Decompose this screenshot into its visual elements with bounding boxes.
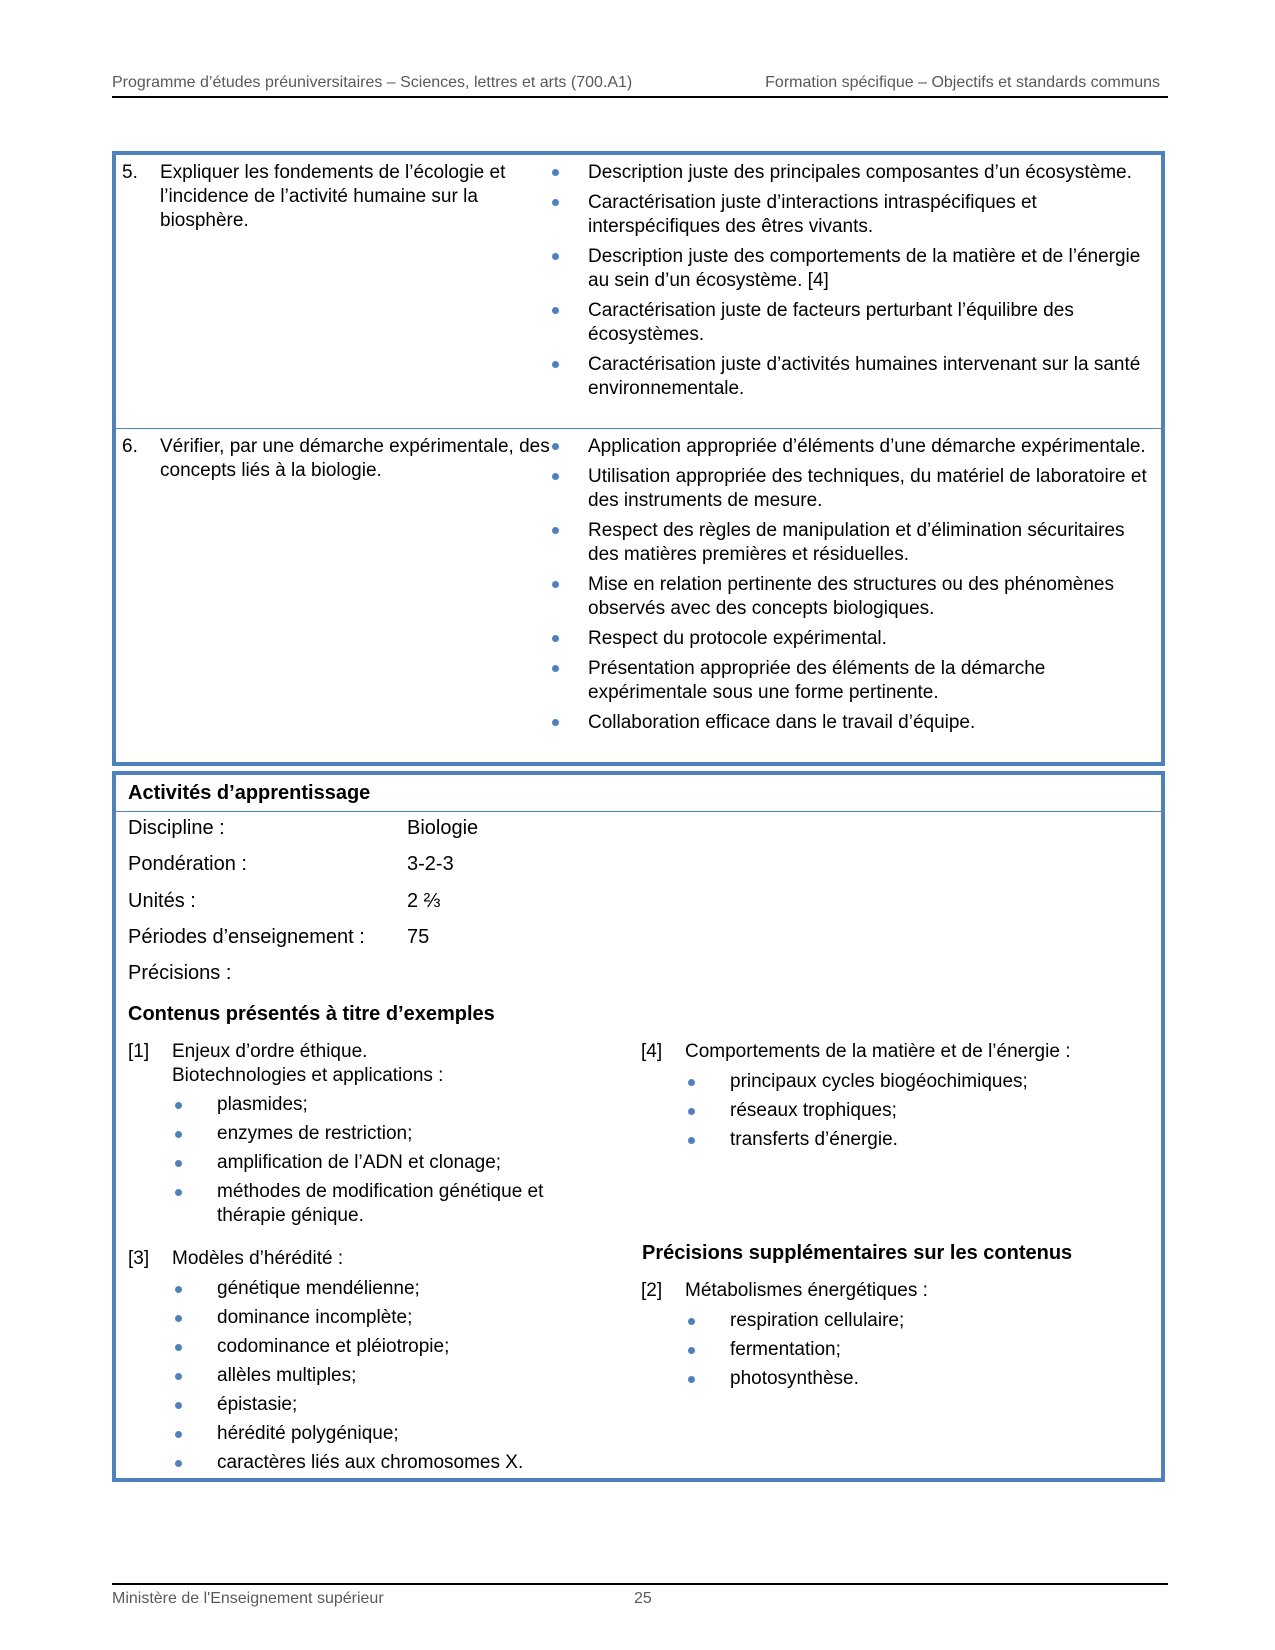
bullet-icon (688, 1376, 695, 1383)
header-section-title: Formation spécifique – Objectifs et standards communs (765, 74, 1160, 91)
criterion-text: Utilisation appropriée des techniques, du matériel de laboratoire et des instruments de mesure. (588, 466, 1147, 511)
bullet-icon (175, 1344, 182, 1351)
example-sublist (685, 1070, 1145, 1157)
criterion-item (544, 657, 1154, 705)
objective-number: 6. (122, 436, 138, 457)
criterion-text: Caractérisation juste d’activités humaines intervenant sur la santé environnementale. (588, 354, 1141, 399)
subitem-text: enzymes de restriction; (217, 1123, 413, 1144)
supplement-sublist (685, 1309, 1145, 1396)
example-heading: Biotechnologies et applications : (172, 1065, 444, 1086)
bullet-icon (688, 1137, 695, 1144)
subitem-text: réseaux trophiques; (730, 1100, 897, 1121)
objective-row (116, 155, 1161, 429)
example-subitem (172, 1180, 608, 1228)
bullet-icon (688, 1318, 695, 1325)
example-subitem (172, 1277, 608, 1301)
criterion-item (544, 465, 1154, 513)
activities-title (116, 775, 1161, 812)
bullet-icon (552, 473, 559, 480)
criterion-text: Description juste des principales composantes d’un écosystème. (588, 162, 1132, 183)
field-label: Périodes d’enseignement : (128, 926, 365, 948)
criterion-item (544, 191, 1154, 239)
criterion-item (544, 299, 1154, 347)
example-subitem (172, 1422, 608, 1446)
bullet-icon (552, 665, 559, 672)
objective-text: Vérifier, par une démarche expérimentale, des concepts liés à la biologie. (160, 436, 550, 481)
bullet-icon (552, 635, 559, 642)
criterion-text: Caractérisation juste d’interactions intraspécifiques et interspécifiques des êtres vivants. (588, 192, 1037, 237)
objective-text: Expliquer les fondements de l’écologie et l’incidence de l’activité humaine sur la biosphère. (160, 162, 506, 231)
example-subitem (172, 1364, 608, 1388)
field-label: Précisions : (128, 962, 232, 984)
bullet-icon (175, 1373, 182, 1380)
subitem-text: plasmides; (217, 1094, 308, 1115)
example-subitem (685, 1070, 1145, 1094)
page-footer (112, 1583, 1168, 1607)
field-value: Biologie (407, 817, 479, 839)
subitem-text: méthodes de modification génétique et thérapie génique. (217, 1181, 544, 1226)
subitem-text: amplification de l’ADN et clonage; (217, 1152, 502, 1173)
bullet-icon (552, 199, 559, 206)
example-subitem (172, 1306, 608, 1330)
bullet-icon (552, 361, 559, 368)
field-label: Discipline : (128, 817, 225, 839)
field-value: 2 ⅔ (407, 890, 441, 912)
bullet-icon (175, 1131, 182, 1138)
bullet-icon (175, 1160, 182, 1167)
criterion-text: Mise en relation pertinente des structures ou des phénomènes observés avec des concepts biologiques. (588, 574, 1114, 619)
supplement-heading: Métabolismes énergétiques : (685, 1280, 928, 1301)
performance-criteria-list (544, 161, 1154, 407)
criterion-text: Application appropriée d’éléments d’une démarche expérimentale. (588, 436, 1146, 457)
criterion-item (544, 161, 1154, 185)
supplement-subitem (685, 1338, 1145, 1362)
example-subitem (685, 1099, 1145, 1123)
bullet-icon (552, 169, 559, 176)
subitem-text: allèles multiples; (217, 1365, 357, 1386)
criterion-text: Respect des règles de manipulation et d’élimination sécuritaires des matières premières et résiduelles. (588, 520, 1125, 565)
learning-activities-box (112, 771, 1165, 1482)
bullet-icon (175, 1189, 182, 1196)
example-heading: Modèles d’hérédité : (172, 1248, 344, 1269)
example-subitem (172, 1093, 608, 1117)
example-subitem (685, 1128, 1145, 1152)
bullet-icon (552, 307, 559, 314)
footer-ministry: Ministère de l'Enseignement supérieur (112, 1590, 384, 1607)
bullet-icon (688, 1079, 695, 1086)
objective-number: 5. (122, 162, 138, 183)
example-subitem (172, 1335, 608, 1359)
criterion-item (544, 353, 1154, 401)
activities-title-text: Activités d’apprentissage (128, 782, 371, 804)
criterion-text: Collaboration efficace dans le travail d’équipe. (588, 712, 976, 733)
field-value: 75 (407, 926, 430, 948)
example-tag: [4] (641, 1041, 663, 1062)
bullet-icon (552, 527, 559, 534)
supplement-title: Précisions supplémentaires sur les contenus (642, 1242, 1073, 1264)
example-subitem (172, 1122, 608, 1146)
bullet-icon (688, 1347, 695, 1354)
field-label: Pondération : (128, 853, 247, 875)
supplement-tag: [2] (641, 1280, 663, 1301)
bullet-icon (552, 581, 559, 588)
field-label: Unités : (128, 890, 196, 912)
header-program-title: Programme d’études préuniversitaires – Sciences, lettres et arts (700.A1) (112, 74, 633, 91)
bullet-icon (175, 1460, 182, 1467)
criterion-text: Caractérisation juste de facteurs perturbant l’équilibre des écosystèmes. (588, 300, 1074, 345)
bullet-icon (552, 719, 559, 726)
supplement-subitem (685, 1367, 1145, 1391)
bullet-icon (175, 1102, 182, 1109)
subitem-text: épistasie; (217, 1394, 298, 1415)
subitem-text: principaux cycles biogéochimiques; (730, 1071, 1028, 1092)
example-tag: [1] (128, 1041, 150, 1062)
criterion-text: Respect du protocole expérimental. (588, 628, 887, 649)
page-header (112, 72, 1168, 98)
example-heading: Comportements de la matière et de l’énergie : (685, 1041, 1071, 1062)
subitem-text: transferts d’énergie. (730, 1129, 898, 1150)
criterion-item (544, 245, 1154, 293)
examples-title: Contenus présentés à titre d’exemples (128, 1003, 495, 1025)
subitem-text: génétique mendélienne; (217, 1278, 420, 1299)
subitem-text: photosynthèse. (730, 1368, 859, 1389)
example-heading: Enjeux d’ordre éthique. (172, 1041, 368, 1062)
bullet-icon (175, 1431, 182, 1438)
criterion-item (544, 627, 1154, 651)
criterion-item (544, 573, 1154, 621)
subitem-text: respiration cellulaire; (730, 1310, 905, 1331)
objective-row (116, 429, 1161, 762)
performance-criteria-list (544, 435, 1154, 741)
criterion-text: Présentation appropriée des éléments de la démarche expérimentale sous une forme pertinente. (588, 658, 1046, 703)
example-subitem (172, 1151, 608, 1175)
supplement-subitem (685, 1309, 1145, 1333)
subitem-text: hérédité polygénique; (217, 1423, 399, 1444)
page-number: 25 (634, 1590, 652, 1607)
objectives-table (112, 151, 1165, 766)
subitem-text: caractères liés aux chromosomes X. (217, 1452, 524, 1473)
subitem-text: codominance et pléiotropie; (217, 1336, 450, 1357)
criterion-text: Description juste des comportements de la matière et de l’énergie au sein d’un écosystème. [4] (588, 246, 1141, 291)
subitem-text: dominance incomplète; (217, 1307, 413, 1328)
bullet-icon (552, 253, 559, 260)
bullet-icon (175, 1402, 182, 1409)
example-subitem (172, 1393, 608, 1417)
example-tag: [3] (128, 1248, 150, 1269)
bullet-icon (175, 1286, 182, 1293)
example-sublist (172, 1093, 608, 1233)
bullet-icon (552, 443, 559, 450)
criterion-item (544, 711, 1154, 735)
criterion-item (544, 519, 1154, 567)
criterion-item (544, 435, 1154, 459)
bullet-icon (175, 1315, 182, 1322)
bullet-icon (688, 1108, 695, 1115)
subitem-text: fermentation; (730, 1339, 841, 1360)
field-value: 3-2-3 (407, 853, 454, 875)
example-sublist (172, 1277, 608, 1480)
example-subitem (172, 1451, 608, 1475)
